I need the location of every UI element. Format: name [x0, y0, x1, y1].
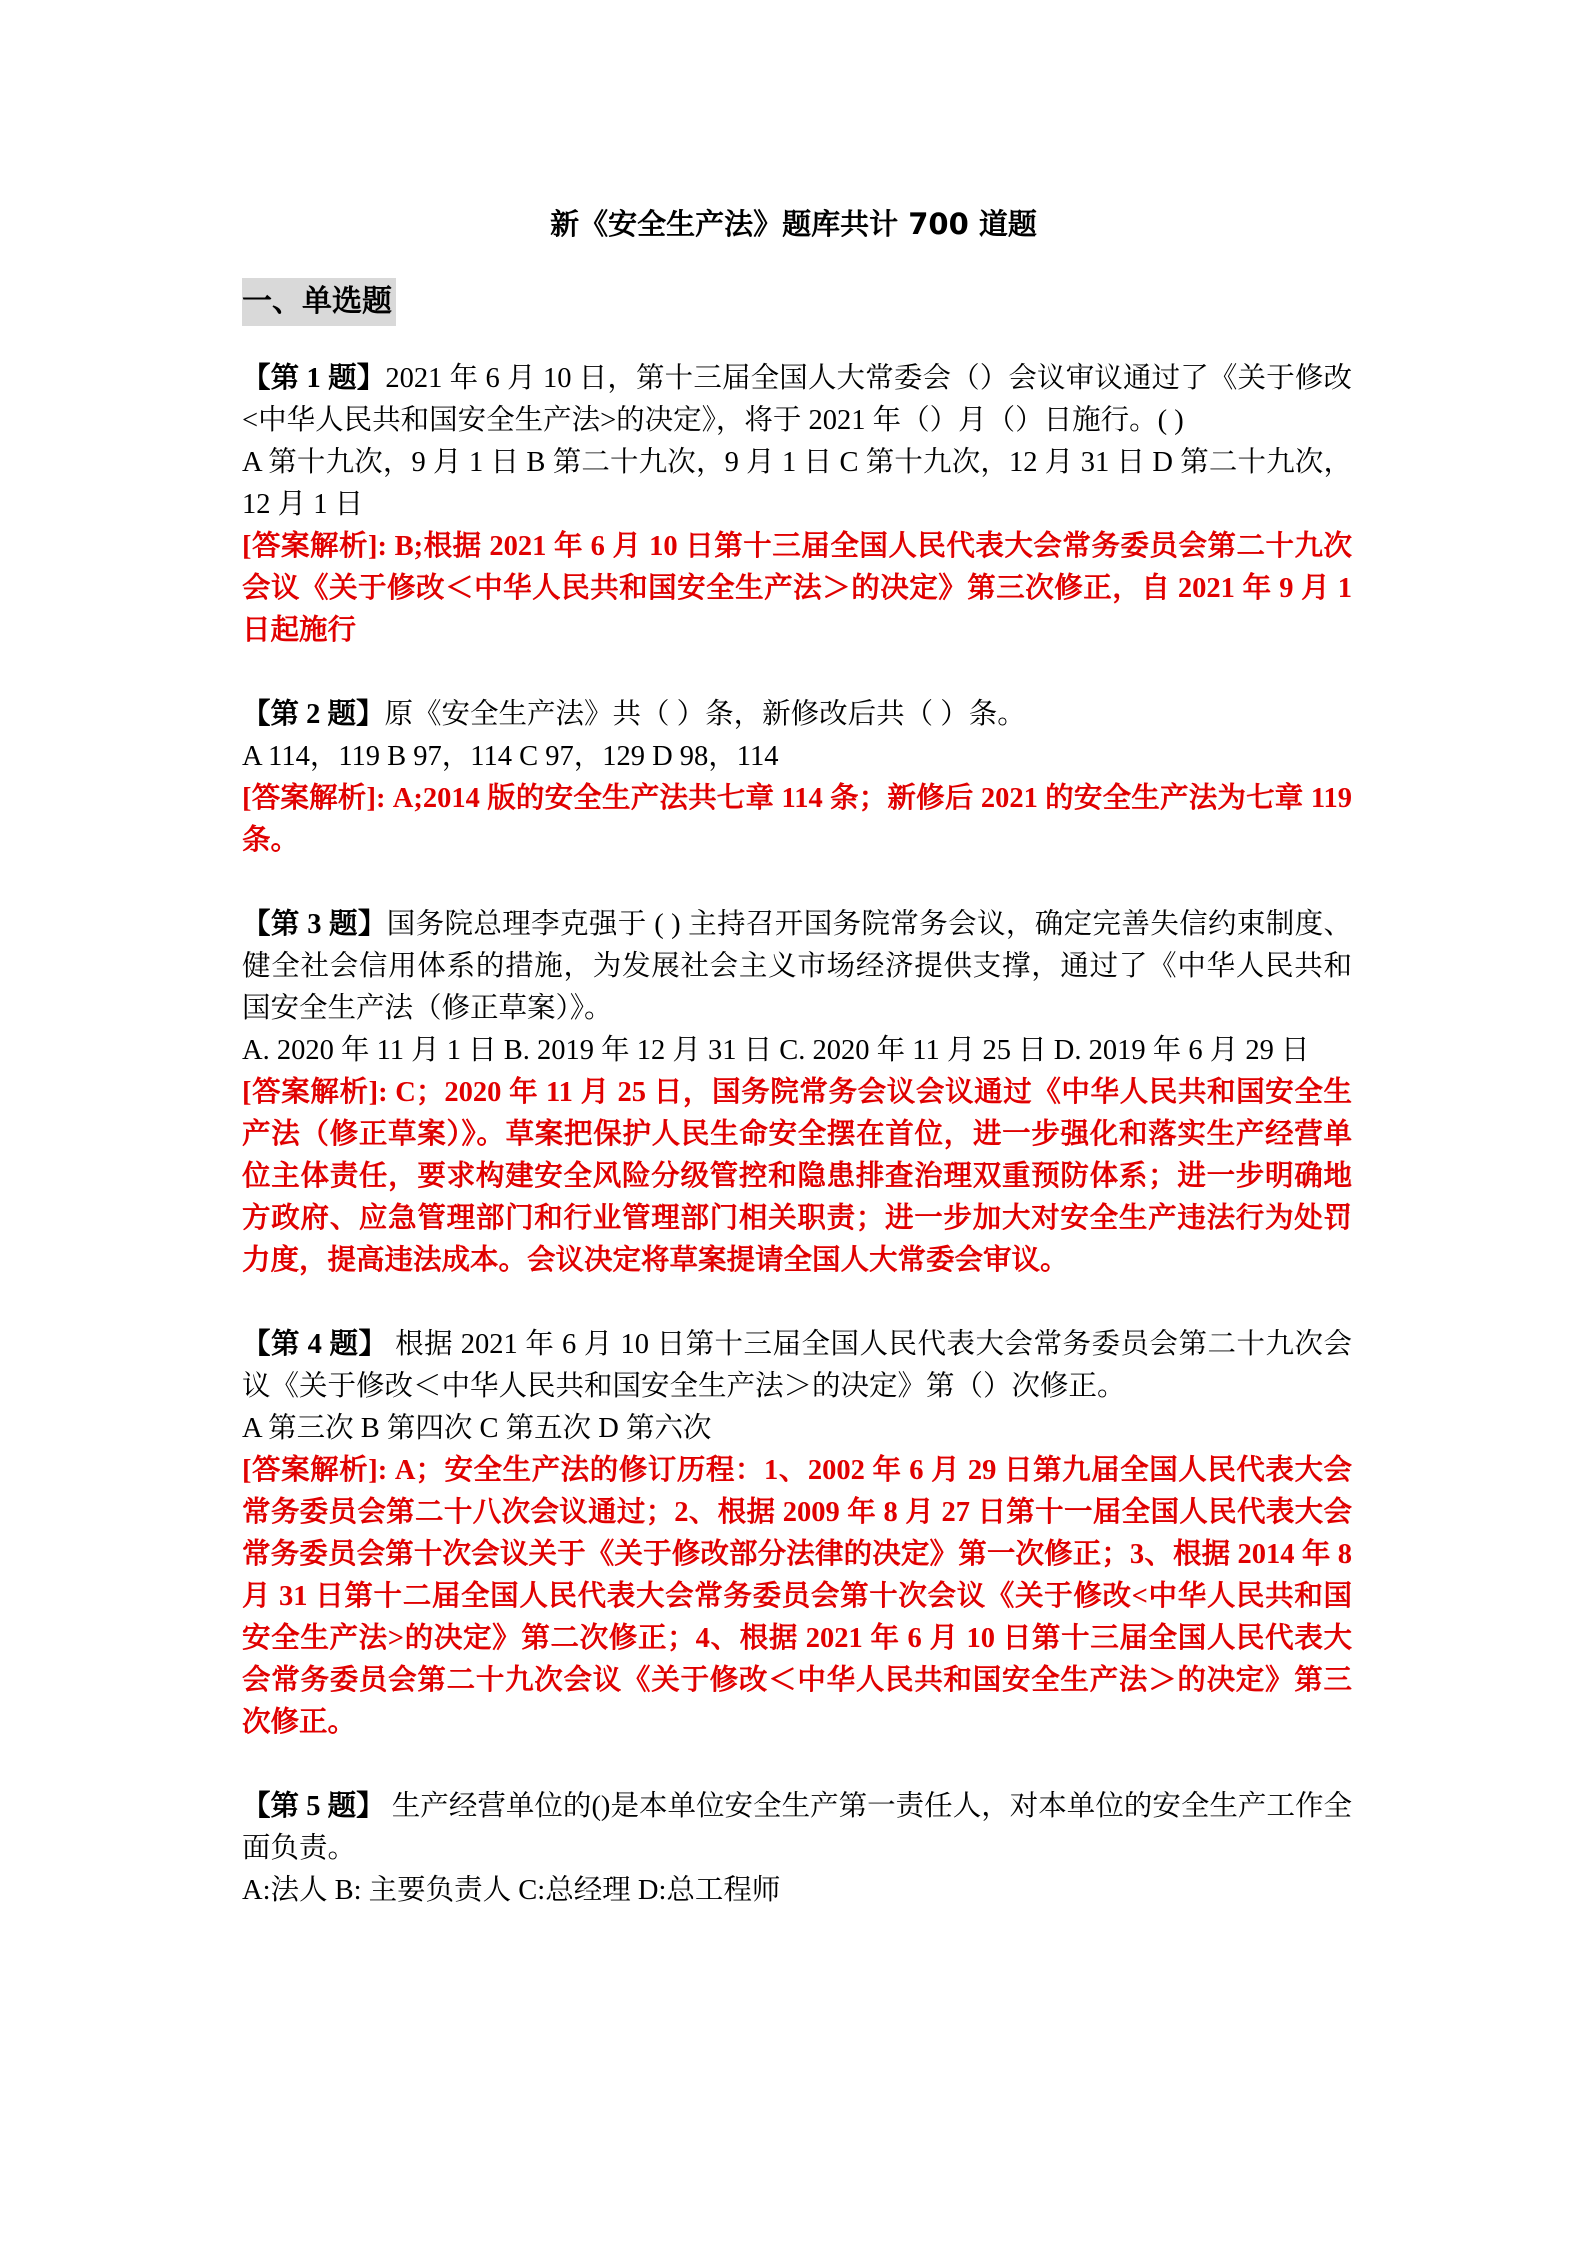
question-options: A 第十九次，9 月 1 日 B 第二十九次，9 月 1 日 C 第十九次，12 月 31 日 D 第二十九次，12 月 1 日 [242, 447, 1352, 520]
question-label: 【第 3 题】 [242, 909, 387, 940]
question-text: 2021 年 6 月 10 日，第十三届全国人大常委会（）会议审议通过了《关于修改<中华人民共和国安全生产法>的决定》，将于 2021 年（）月（）日施行。( ) [242, 363, 1352, 436]
question-stem [242, 1324, 1352, 1408]
question-text: 生产经营单位的()是本单位安全生产第一责任人，对本单位的安全生产工作全面负责。 [242, 1791, 1352, 1864]
question-stem [242, 1786, 1352, 1870]
question-options: A 第三次 B 第四次 C 第五次 D 第六次 [242, 1413, 712, 1444]
question-label: 【第 4 题】 [242, 1329, 388, 1360]
question-item [242, 904, 1352, 1282]
question-label: 【第 1 题】 [242, 363, 386, 394]
question-text: 原《安全生产法》共（ ）条，新修改后共（ ）条。 [384, 699, 1026, 730]
answer-explanation: [答案解析]: A;2014 版的安全生产法共七章 114 条；新修后 2021 的安全生产法为七章 119 条。 [242, 783, 1352, 856]
question-options: A:法人 B: 主要负责人 C:总经理 D:总工程师 [242, 1875, 781, 1906]
question-item [242, 1786, 1352, 1912]
question-stem [242, 694, 1352, 736]
question-list [242, 358, 1352, 1954]
question-text: 根据 2021 年 6 月 10 日第十三届全国人民代表大会常务委员会第二十九次会议《关于修改＜中华人民共和国安全生产法＞的决定》第（）次修正。 [242, 1329, 1352, 1402]
answer-explanation: [答案解析]: A；安全生产法的修订历程：1、2002 年 6 月 29 日第九届全国人民代表大会常务委员会第二十八次会议通过；2、根据 2009 年 8 月 27 日第十一届全国人民代表大会常务委员会第十次会议关于《关于修改部分法律的决定》第一次修正；3、根据 2014 年 8 月 31 日第十二届全国人民代表大会常务委员会第十次会议《关于修改<中华人民共和国安全生产法>的决定》第二次修正；4、根据 2021 年 6 月 10 日第十三届全国人民代表大会常务委员会第二十九次会议《关于修改＜中华人民共和国安全生产法＞的决定》第三次修正。 [242, 1455, 1352, 1738]
page-title: 新《安全生产法》题库共计 700 道题 [550, 207, 1037, 241]
question-item [242, 358, 1352, 652]
question-stem [242, 358, 1352, 442]
question-text: 国务院总理李克强于 ( ) 主持召开国务院常务会议，确定完善失信约束制度、健全社会信用体系的措施，为发展社会主义市场经济提供支撑，通过了《中华人民共和国安全生产法（修正草案）》。 [242, 909, 1352, 1024]
question-item [242, 694, 1352, 862]
question-options: A. 2020 年 11 月 1 日 B. 2019 年 12 月 31 日 C. 2020 年 11 月 25 日 D. 2019 年 6 月 29 日 [242, 1035, 1310, 1066]
question-stem [242, 904, 1352, 1030]
question-options: A 114，119 B 97，114 C 97，129 D 98，114 [242, 741, 779, 772]
question-label: 【第 5 题】 [242, 1791, 385, 1822]
answer-explanation: [答案解析]: C；2020 年 11 月 25 日，国务院常务会议会议通过《中华人民共和国安全生产法（修正草案）》。草案把保护人民生命安全摆在首位，进一步强化和落实生产经营单位主体责任，要求构建安全风险分级管控和隐患排查治理双重预防体系；进一步明确地方政府、应急管理部门和行业管理部门相关职责；进一步加大对安全生产违法行为处罚力度，提高违法成本。会议决定将草案提请全国人大常委会审议。 [242, 1077, 1352, 1276]
question-label: 【第 2 题】 [242, 699, 385, 730]
answer-explanation: [答案解析]: B;根据 2021 年 6 月 10 日第十三届全国人民代表大会常务委员会第二十九次会议《关于修改＜中华人民共和国安全生产法＞的决定》第三次修正，自 2021 年 9 月 1 日起施行 [242, 531, 1352, 646]
question-item [242, 1324, 1352, 1744]
section-heading: 一、单选题 [242, 278, 396, 326]
